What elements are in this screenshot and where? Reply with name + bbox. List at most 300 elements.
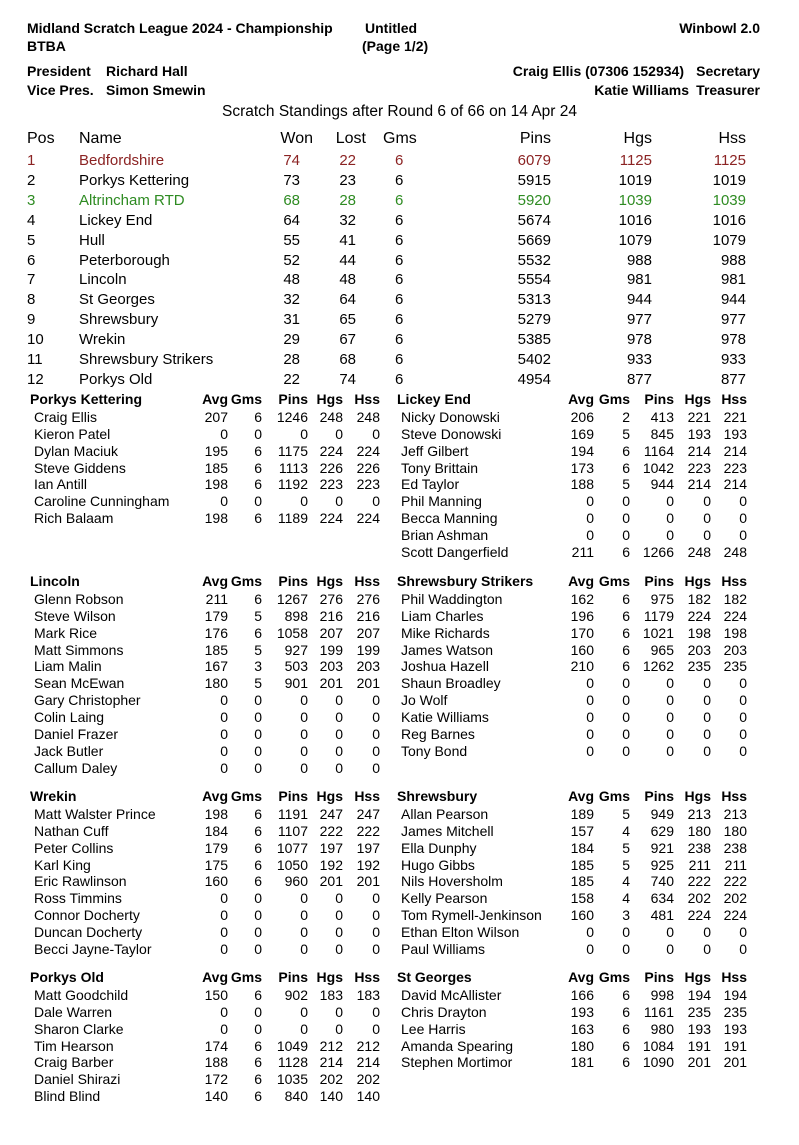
player-gms: 6 xyxy=(254,1071,262,1088)
player-avg: 0 xyxy=(586,923,594,940)
player-name: Steve Wilson xyxy=(34,607,116,624)
player-gms: 0 xyxy=(622,725,630,742)
player-avg: 176 xyxy=(204,624,228,641)
player-hss: 0 xyxy=(739,725,747,742)
standings-won: 74 xyxy=(283,152,300,169)
player-avg: 0 xyxy=(220,940,228,957)
standings-hss: 981 xyxy=(720,271,746,289)
player-hss: 197 xyxy=(356,839,380,856)
standings-team-name: Peterborough xyxy=(79,251,170,269)
team-table-title: Lickey End xyxy=(397,391,471,407)
standings-pos: 6 xyxy=(27,251,36,269)
player-hss: 248 xyxy=(723,543,747,560)
player-name: David McAllister xyxy=(401,987,502,1003)
player-hss: 223 xyxy=(723,459,747,476)
player-name: Craig Ellis xyxy=(34,409,98,425)
player-pins: 965 xyxy=(650,641,674,658)
player-hgs: 0 xyxy=(335,1020,343,1037)
standings-lost: 41 xyxy=(339,231,356,249)
player-gms: 6 xyxy=(622,1020,630,1037)
player-avg: 0 xyxy=(220,890,228,907)
player-hgs: 0 xyxy=(335,692,343,709)
player-gms: 6 xyxy=(254,806,262,822)
player-gms: 6 xyxy=(254,459,262,476)
standings-team-name: St Georges xyxy=(79,291,155,309)
standings-pos: 8 xyxy=(27,291,36,309)
player-pins: 949 xyxy=(650,806,674,822)
player-hss: 193 xyxy=(723,1020,747,1037)
standings-pins: 5279 xyxy=(517,311,551,329)
standings-gms: 6 xyxy=(395,311,404,329)
standings-pins: 5313 xyxy=(517,291,551,309)
player-hss: 0 xyxy=(372,692,380,709)
player-name: James Watson xyxy=(401,641,494,658)
team-col-hss: Hss xyxy=(721,969,747,985)
player-gms: 0 xyxy=(622,493,630,510)
player-hgs: 180 xyxy=(687,822,711,839)
player-pins: 0 xyxy=(300,759,308,776)
standings-pos: 10 xyxy=(27,331,44,349)
player-hss: 248 xyxy=(356,409,380,425)
player-pins: 1050 xyxy=(276,856,308,873)
player-name: Paul Williams xyxy=(401,940,486,957)
standings-hgs: 877 xyxy=(626,370,652,388)
software-name: Winbowl 2.0 xyxy=(679,20,760,36)
standings-hss: 1019 xyxy=(712,171,746,189)
player-hgs: 0 xyxy=(335,923,343,940)
team-col-gms: Gms xyxy=(598,788,630,804)
standings-gms: 6 xyxy=(395,231,404,249)
player-pins: 1246 xyxy=(276,409,308,425)
player-avg: 180 xyxy=(204,675,228,692)
player-pins: 0 xyxy=(300,425,308,442)
player-avg: 175 xyxy=(204,856,228,873)
player-avg: 0 xyxy=(220,742,228,759)
player-name: Reg Barnes xyxy=(401,725,475,742)
player-gms: 0 xyxy=(254,493,262,510)
org-name: BTBA xyxy=(27,38,66,54)
player-hss: 0 xyxy=(372,940,380,957)
team-col-avg: Avg xyxy=(568,969,594,985)
player-gms: 6 xyxy=(622,459,630,476)
player-hss: 223 xyxy=(356,476,380,493)
player-hgs: 223 xyxy=(687,459,711,476)
player-name: Daniel Frazer xyxy=(34,725,119,742)
player-pins: 998 xyxy=(650,987,674,1003)
player-hgs: 224 xyxy=(319,442,343,459)
standings-hss: 1039 xyxy=(712,191,746,209)
standings-pins: 6079 xyxy=(517,152,551,169)
col-pins: Pins xyxy=(519,130,551,147)
player-gms: 0 xyxy=(622,675,630,692)
col-hgs: Hgs xyxy=(623,130,652,147)
player-name: Kieron Patel xyxy=(34,425,111,442)
player-hgs: 203 xyxy=(319,658,343,675)
player-pins: 1192 xyxy=(277,476,308,493)
player-name: Joshua Hazell xyxy=(401,658,489,675)
standings-gms: 6 xyxy=(395,211,404,229)
player-hgs: 0 xyxy=(703,510,711,527)
standings-pos: 5 xyxy=(27,231,36,249)
player-name: Matt Simmons xyxy=(34,641,124,658)
untitled-label: Untitled xyxy=(365,20,418,36)
team-col-hss: Hss xyxy=(721,391,747,407)
player-hss: 201 xyxy=(356,675,380,692)
standings-won: 22 xyxy=(283,370,300,388)
player-gms: 4 xyxy=(622,822,630,839)
player-pins: 925 xyxy=(650,856,674,873)
player-gms: 3 xyxy=(254,658,262,675)
player-hss: 213 xyxy=(723,806,747,822)
player-hss: 0 xyxy=(372,1003,380,1020)
player-pins: 0 xyxy=(300,708,308,725)
player-pins: 1113 xyxy=(278,459,308,476)
standings-won: 64 xyxy=(283,211,300,229)
player-gms: 4 xyxy=(622,873,630,890)
player-avg: 198 xyxy=(204,476,228,493)
player-hss: 238 xyxy=(723,839,747,856)
standings-gms: 6 xyxy=(395,171,404,189)
standings-lost: 23 xyxy=(339,171,356,189)
player-name: Blind Blind xyxy=(34,1088,101,1105)
player-hss: 224 xyxy=(356,510,380,527)
standings-lost: 68 xyxy=(339,351,356,368)
team-col-pins: Pins xyxy=(278,969,308,985)
player-gms: 0 xyxy=(254,759,262,776)
player-hgs: 216 xyxy=(319,607,343,624)
player-avg: 188 xyxy=(570,476,594,493)
player-hss: 216 xyxy=(356,607,380,624)
team-table-title: Porkys Old xyxy=(30,969,104,985)
player-gms: 6 xyxy=(622,1003,630,1020)
player-avg: 160 xyxy=(570,641,594,658)
player-avg: 198 xyxy=(204,510,228,527)
standings-team-name: Porkys Old xyxy=(79,370,153,388)
player-avg: 0 xyxy=(586,493,594,510)
player-name: Peter Collins xyxy=(34,839,114,856)
team-col-pins: Pins xyxy=(278,788,308,804)
player-avg: 185 xyxy=(204,459,228,476)
col-name: Name xyxy=(79,130,122,147)
player-hgs: 193 xyxy=(687,1020,711,1037)
player-pins: 1179 xyxy=(643,607,674,624)
standings-team-name: Lincoln xyxy=(79,271,127,289)
player-avg: 0 xyxy=(220,725,228,742)
player-name: Tony Brittain xyxy=(401,459,479,476)
player-name: Steve Donowski xyxy=(401,425,502,442)
player-name: Dale Warren xyxy=(34,1003,113,1020)
player-name: Liam Malin xyxy=(34,658,102,675)
team-col-avg: Avg xyxy=(202,573,228,589)
standings-lost: 48 xyxy=(339,271,356,289)
player-hgs: 0 xyxy=(335,907,343,924)
player-avg: 167 xyxy=(204,658,228,675)
player-name: Tony Bond xyxy=(401,742,468,759)
player-hss: 0 xyxy=(739,923,747,940)
player-hgs: 248 xyxy=(319,409,343,425)
team-col-avg: Avg xyxy=(568,391,594,407)
player-hgs: 214 xyxy=(687,476,711,493)
player-hss: 221 xyxy=(723,409,747,425)
player-hgs: 202 xyxy=(687,890,711,907)
player-hss: 0 xyxy=(372,890,380,907)
player-hss: 0 xyxy=(372,742,380,759)
player-hss: 0 xyxy=(739,526,747,543)
standings-pins: 5920 xyxy=(517,191,551,209)
player-name: Jo Wolf xyxy=(401,692,448,709)
player-name: Stephen Mortimor xyxy=(401,1054,513,1071)
standings-hss: 877 xyxy=(720,370,746,388)
player-name: Ethan Elton Wilson xyxy=(401,923,520,940)
player-pins: 1049 xyxy=(276,1037,308,1054)
standings-gms: 6 xyxy=(395,191,404,209)
player-gms: 0 xyxy=(622,742,630,759)
standings-team-name: Bedfordshire xyxy=(79,152,165,169)
player-gms: 5 xyxy=(622,425,630,442)
player-gms: 0 xyxy=(254,940,262,957)
player-hgs: 222 xyxy=(687,873,711,890)
vice-president-label: Vice Pres. xyxy=(27,82,94,98)
team-table-title: Wrekin xyxy=(30,788,77,804)
player-avg: 140 xyxy=(204,1088,228,1105)
player-name: Craig Barber xyxy=(34,1054,114,1071)
standings-gms: 6 xyxy=(395,370,404,388)
standings-team-name: Wrekin xyxy=(79,331,126,349)
player-gms: 0 xyxy=(254,907,262,924)
player-gms: 6 xyxy=(622,624,630,641)
player-avg: 172 xyxy=(204,1071,228,1088)
player-avg: 206 xyxy=(570,409,594,425)
standings-hss: 1079 xyxy=(712,231,746,249)
player-hss: 180 xyxy=(723,822,747,839)
player-name: James Mitchell xyxy=(401,822,494,839)
standings-gms: 6 xyxy=(395,251,404,269)
standings-pos: 2 xyxy=(27,171,36,189)
team-col-gms: Gms xyxy=(230,391,262,407)
standings-team-name: Shrewsbury xyxy=(79,311,159,329)
team-col-hss: Hss xyxy=(354,391,380,407)
player-name: Eric Rawlinson xyxy=(34,873,127,890)
player-avg: 162 xyxy=(570,591,594,607)
player-hgs: 224 xyxy=(319,510,343,527)
player-avg: 0 xyxy=(220,708,228,725)
player-gms: 3 xyxy=(622,907,630,924)
player-avg: 211 xyxy=(571,543,594,560)
standings-hss: 1016 xyxy=(712,211,746,229)
player-name: Matt Goodchild xyxy=(34,987,129,1003)
player-pins: 944 xyxy=(650,476,674,493)
player-avg: 179 xyxy=(204,607,228,624)
team-col-hgs: Hgs xyxy=(684,969,711,985)
player-hss: 211 xyxy=(724,856,747,873)
player-hgs: 0 xyxy=(703,692,711,709)
player-avg: 0 xyxy=(586,692,594,709)
player-gms: 6 xyxy=(254,1054,262,1071)
player-pins: 1161 xyxy=(643,1003,674,1020)
team-col-hgs: Hgs xyxy=(684,573,711,589)
player-name: Steve Giddens xyxy=(34,459,126,476)
player-pins: 413 xyxy=(650,409,674,425)
team-col-pins: Pins xyxy=(278,391,308,407)
player-name: Glenn Robson xyxy=(34,591,124,607)
player-hgs: 0 xyxy=(335,759,343,776)
player-hss: 222 xyxy=(723,873,747,890)
col-gms: Gms xyxy=(383,130,417,147)
player-name: Hugo Gibbs xyxy=(401,856,475,873)
player-pins: 0 xyxy=(666,708,674,725)
standings-hgs: 1039 xyxy=(618,191,652,209)
standings-hgs: 1125 xyxy=(619,152,652,169)
team-col-hgs: Hgs xyxy=(316,788,343,804)
player-name: Jeff Gilbert xyxy=(401,442,469,459)
player-name: Tim Hearson xyxy=(34,1037,114,1054)
team-col-hgs: Hgs xyxy=(316,391,343,407)
player-name: Mark Rice xyxy=(34,624,98,641)
standings-pins: 5385 xyxy=(517,331,551,349)
team-col-pins: Pins xyxy=(278,573,308,589)
player-avg: 160 xyxy=(204,873,228,890)
player-hss: 203 xyxy=(356,658,380,675)
player-name: Gary Christopher xyxy=(34,692,141,709)
player-avg: 0 xyxy=(220,692,228,709)
player-avg: 181 xyxy=(570,1054,594,1071)
player-hgs: 213 xyxy=(687,806,711,822)
player-hss: 222 xyxy=(356,822,380,839)
player-hss: 276 xyxy=(356,591,380,607)
player-pins: 960 xyxy=(284,873,308,890)
player-name: Chris Drayton xyxy=(401,1003,487,1020)
standings-pins: 5669 xyxy=(517,231,551,249)
player-avg: 0 xyxy=(220,759,228,776)
player-name: Amanda Spearing xyxy=(401,1037,514,1054)
standings-won: 68 xyxy=(283,191,300,209)
player-hss: 235 xyxy=(723,1003,747,1020)
player-avg: 0 xyxy=(586,708,594,725)
player-name: Sean McEwan xyxy=(34,675,125,692)
player-avg: 0 xyxy=(586,510,594,527)
player-avg: 193 xyxy=(570,1003,594,1020)
player-hss: 201 xyxy=(356,873,380,890)
player-pins: 921 xyxy=(650,839,674,856)
player-pins: 0 xyxy=(666,940,674,957)
player-avg: 0 xyxy=(586,526,594,543)
player-avg: 185 xyxy=(204,641,228,658)
player-avg: 185 xyxy=(570,856,594,873)
player-gms: 0 xyxy=(254,425,262,442)
player-name: Nils Hoversholm xyxy=(401,873,503,890)
player-pins: 1058 xyxy=(276,624,308,641)
player-gms: 0 xyxy=(254,708,262,725)
player-hss: 224 xyxy=(723,607,747,624)
player-pins: 901 xyxy=(284,675,308,692)
player-gms: 6 xyxy=(254,987,262,1003)
player-gms: 6 xyxy=(254,476,262,493)
player-hgs: 203 xyxy=(687,641,711,658)
team-table-title: St Georges xyxy=(397,969,472,985)
player-hgs: 248 xyxy=(687,543,711,560)
player-gms: 5 xyxy=(622,806,630,822)
team-col-pins: Pins xyxy=(644,788,674,804)
player-gms: 6 xyxy=(254,1088,262,1105)
player-hss: 226 xyxy=(356,459,380,476)
player-name: Ed Taylor xyxy=(401,476,460,493)
player-name: Jack Butler xyxy=(34,742,104,759)
league-title: Midland Scratch League 2024 - Championship xyxy=(27,20,333,36)
page-indicator: (Page 1/2) xyxy=(362,38,429,54)
team-col-hgs: Hgs xyxy=(684,391,711,407)
player-hss: 191 xyxy=(723,1037,747,1054)
player-hgs: 140 xyxy=(319,1088,343,1105)
team-table-title: Shrewsbury Strikers xyxy=(397,573,534,589)
player-avg: 0 xyxy=(586,742,594,759)
player-pins: 1035 xyxy=(276,1071,308,1088)
player-name: Brian Ashman xyxy=(401,526,489,543)
player-hss: 224 xyxy=(723,907,747,924)
player-hgs: 183 xyxy=(319,987,343,1003)
standings-pins: 4954 xyxy=(517,370,551,388)
player-name: Mike Richards xyxy=(401,624,490,641)
team-col-hss: Hss xyxy=(354,788,380,804)
player-name: Matt Walster Prince xyxy=(34,806,156,822)
player-pins: 503 xyxy=(284,658,308,675)
standings-hgs: 933 xyxy=(626,351,652,368)
secretary-contact: Craig Ellis (07306 152934) xyxy=(512,63,684,79)
standings-hss: 988 xyxy=(720,251,746,269)
player-hgs: 211 xyxy=(688,856,711,873)
player-pins: 1107 xyxy=(277,822,308,839)
player-hgs: 0 xyxy=(703,725,711,742)
team-col-hss: Hss xyxy=(721,573,747,589)
player-gms: 0 xyxy=(254,725,262,742)
player-gms: 5 xyxy=(254,641,262,658)
standings-team-name: Hull xyxy=(79,231,105,249)
player-name: Phil Manning xyxy=(401,493,482,510)
player-pins: 0 xyxy=(666,510,674,527)
player-avg: 0 xyxy=(220,1003,228,1020)
player-name: Katie Williams xyxy=(401,708,489,725)
player-name: Liam Charles xyxy=(401,607,484,624)
vice-president-name: Simon Smewin xyxy=(106,82,206,98)
standings-gms: 6 xyxy=(395,291,404,309)
player-hss: 0 xyxy=(739,493,747,510)
player-pins: 0 xyxy=(666,742,674,759)
standings-won: 73 xyxy=(283,171,300,189)
player-hss: 0 xyxy=(372,708,380,725)
standings-lost: 28 xyxy=(339,191,356,209)
team-col-hgs: Hgs xyxy=(684,788,711,804)
player-hgs: 0 xyxy=(335,708,343,725)
standings-pos: 11 xyxy=(27,351,43,368)
player-name: Ella Dunphy xyxy=(401,839,477,856)
player-hss: 0 xyxy=(372,1020,380,1037)
player-gms: 5 xyxy=(254,675,262,692)
standings-gms: 6 xyxy=(395,271,404,289)
player-pins: 1084 xyxy=(642,1037,674,1054)
player-gms: 6 xyxy=(254,839,262,856)
standings-pins: 5402 xyxy=(517,351,551,368)
player-avg: 195 xyxy=(204,442,228,459)
player-avg: 157 xyxy=(570,822,594,839)
player-avg: 184 xyxy=(570,839,594,856)
col-pos: Pos xyxy=(27,130,55,147)
player-hss: 199 xyxy=(356,641,380,658)
standings-hss: 944 xyxy=(720,291,746,309)
player-gms: 6 xyxy=(254,873,262,890)
player-name: Nicky Donowski xyxy=(401,409,500,425)
player-gms: 0 xyxy=(622,708,630,725)
team-col-avg: Avg xyxy=(568,788,594,804)
player-avg: 166 xyxy=(570,987,594,1003)
